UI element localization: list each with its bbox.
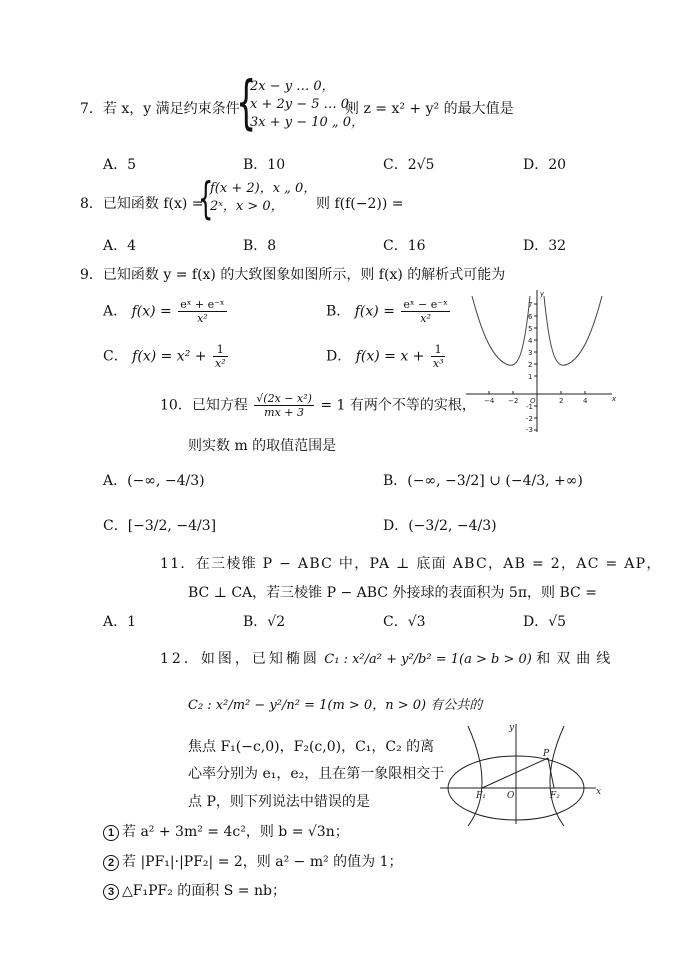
q12-line4: 心率分别为 e₁，e₂，且在第一象限相交于	[188, 766, 445, 782]
q11-option-c: C．√3	[383, 614, 426, 630]
q11-line2: BC ⊥ CA，若三棱锥 P − ABC 外接球的表面积为 5π，则 BC =	[188, 585, 597, 601]
q9-graph-origin: O	[530, 397, 536, 405]
q7-cond3: 3x + y − 10 „ 0，	[250, 115, 365, 130]
q9-graph-curve-left	[472, 296, 533, 365]
q8-case2: 2ˣ，x > 0，	[210, 199, 284, 214]
q9-option-d-den: x³	[432, 357, 444, 370]
q7-option-d: D．20	[523, 157, 567, 173]
q12-figure-x-label: x	[596, 787, 602, 797]
q9-option-c-frac	[213, 343, 228, 370]
q12-statement-1-text: 若 a² + 3m² = 4c²，则 b = √3n；	[122, 824, 349, 840]
q9-option-a-frac	[178, 298, 226, 325]
q7-stem: 7．若 x，y 满足约束条件	[80, 101, 240, 117]
q8-option-c: C．16	[383, 238, 426, 254]
q9-option-a-den: x²	[197, 312, 208, 325]
q12-statement-1-marker: 1	[103, 825, 119, 841]
q12-statement-3	[103, 880, 286, 900]
q12-figure-o-label: O	[507, 791, 515, 801]
q9-graph-curve-right	[544, 296, 602, 365]
q9-option-c-num: 1	[213, 343, 228, 357]
q8-option-a: A．4	[103, 238, 137, 254]
q8-brace: {	[198, 173, 214, 224]
q9-option-d-label: D．	[326, 348, 352, 365]
q12-figure-f1-label: F₁	[476, 791, 486, 801]
q9-graph-xtick-2: 2	[559, 397, 564, 405]
q11-option-d: D．√5	[523, 614, 567, 630]
q12-line2: C₂ : x²/m² − y²/n² = 1(m > 0，n > 0) 有公共的	[188, 698, 483, 713]
q12-line5: 点 P，则下列说法中错误的是	[188, 794, 370, 810]
q12-statement-3-marker: 3	[103, 884, 119, 900]
q12-line1-c: 和双曲线	[536, 651, 617, 667]
q8-option-d: D．32	[523, 238, 567, 254]
q9-option-c-lhs: f(x) = x² +	[132, 348, 207, 365]
q9-option-d-lhs: f(x) = x +	[355, 348, 425, 365]
q9-option-a	[103, 298, 229, 325]
q9-graph-ytick-5: 5	[528, 325, 533, 333]
q11-line1: 11．在三棱锥 P − ABC 中，PA ⊥ 底面 ABC，AB = 2，AC = AP，	[160, 556, 662, 572]
q12-line1	[160, 648, 616, 668]
q9-option-b-label: B．	[326, 303, 351, 320]
q10-option-c: C．[−3/2, −4/3]	[103, 518, 217, 534]
q9-option-c	[103, 343, 230, 370]
q8-case1: f(x + 2)，x „ 0，	[210, 181, 317, 196]
q8-option-b: B．8	[243, 238, 277, 254]
q7-option-c: C．2√5	[383, 157, 435, 173]
q10-frac	[254, 392, 314, 419]
q12-figure-hyperbola-left	[468, 726, 482, 826]
q9-graph-xtick-m2: −2	[508, 397, 519, 405]
q9-stem: 9．已知函数 y = f(x) 的大致图象如图所示，则 f(x) 的解析式可能为	[80, 267, 506, 283]
q9-option-b-den: x²	[420, 312, 431, 325]
q12-line3: 焦点 F₁(−c,0)，F₂(c,0)，C₁，C₂ 的离	[188, 739, 435, 755]
q10-frac-den: mx + 3	[264, 406, 305, 419]
q10-stem: 10．已知方程	[160, 397, 248, 414]
q9-option-c-label: C．	[103, 348, 128, 365]
q9-option-a-lhs: f(x) =	[131, 303, 172, 320]
q9-option-b-num: eˣ − e⁻ˣ	[403, 298, 448, 311]
q9-graph-ytick-m3: -3	[526, 426, 533, 434]
q9-option-c-den: x²	[214, 357, 226, 370]
q10-option-a: A．(−∞, −4/3)	[103, 473, 205, 489]
q12-figure-pf2	[548, 758, 554, 788]
q7-option-a: A．5	[103, 157, 137, 173]
q9-graph-y-label: y	[540, 290, 545, 298]
q9-option-b-lhs: f(x) =	[354, 303, 395, 320]
q9-graph-xtick-4: 4	[583, 397, 588, 405]
q12-figure-p-label: P	[543, 749, 550, 759]
q8-cases	[210, 180, 316, 216]
q9-graph	[462, 286, 622, 434]
q12-statement-2-marker: 2	[103, 855, 119, 871]
q7-stem-after: 则 z = x² + y² 的最大值是	[345, 101, 514, 117]
q7-cond1: 2x − y … 0，	[250, 79, 335, 94]
q9-graph-ytick-3: 3	[528, 349, 533, 357]
q12-line1-a: 12．如图，已知椭圆	[160, 651, 320, 667]
q9-graph-ytick-7: 7	[528, 301, 533, 309]
q9-graph-ytick-6: 6	[528, 313, 533, 321]
q12-statement-3-text: △F₁PF₂ 的面积 S = nb；	[122, 883, 286, 899]
q9-graph-ytick-4: 4	[528, 337, 533, 345]
q9-graph-ytick-2: 2	[528, 361, 533, 369]
q9-graph-x-label: x	[612, 395, 617, 403]
q8-stem: 8．已知函数 f(x) =	[80, 196, 204, 212]
q7-brace: {	[236, 68, 257, 136]
q9-option-a-label: A．	[103, 303, 128, 320]
q10-option-d: D．(−3/2, −4/3)	[383, 518, 497, 534]
q8-stem-after: 则 f(f(−2)) =	[316, 196, 404, 212]
q12-figure	[436, 718, 606, 828]
q12-line1-b: C₁ : x²/a² + y²/b² = 1(a > b > 0)	[324, 652, 532, 667]
q9-graph-ytick-1: 1	[528, 373, 533, 381]
q11-option-a: A．1	[103, 614, 137, 630]
q9-option-d	[326, 343, 447, 370]
q12-statement-1	[103, 821, 349, 841]
q7-cond2: x + 2y − 5 … 0，	[250, 97, 363, 112]
q9-option-a-num: eˣ + e⁻ˣ	[180, 298, 225, 311]
q11-option-b: B．√2	[243, 614, 286, 630]
q12-statement-2-text: 若 |PF₁|·|PF₂| = 2，则 a² − m² 的值为 1；	[122, 854, 403, 870]
q9-option-b	[326, 298, 452, 325]
q12-figure-pf1	[482, 758, 548, 788]
q10-stem-after: = 1 有两个不等的实根，	[320, 397, 476, 414]
q9-graph-ytick-m1: -1	[526, 403, 533, 411]
q10-option-b: B．(−∞, −3/2] ∪ (−4/3, +∞)	[383, 473, 583, 489]
q10-frac-num: √(2x − x²)	[256, 392, 312, 405]
q12-figure-y-label: y	[509, 723, 515, 733]
q9-graph-ytick-m2: -2	[526, 415, 533, 423]
q12-figure-f2-label: F₂	[550, 791, 560, 801]
q10-line1	[160, 392, 476, 419]
q12-statement-2	[103, 851, 403, 871]
q9-option-b-frac	[401, 298, 449, 325]
q9-option-d-frac	[431, 343, 446, 370]
q10-line2: 则实数 m 的取值范围是	[188, 438, 337, 454]
q9-option-d-num: 1	[431, 343, 446, 357]
q9-graph-xtick-m4: −4	[484, 397, 495, 405]
q7-option-b: B．10	[243, 157, 286, 173]
